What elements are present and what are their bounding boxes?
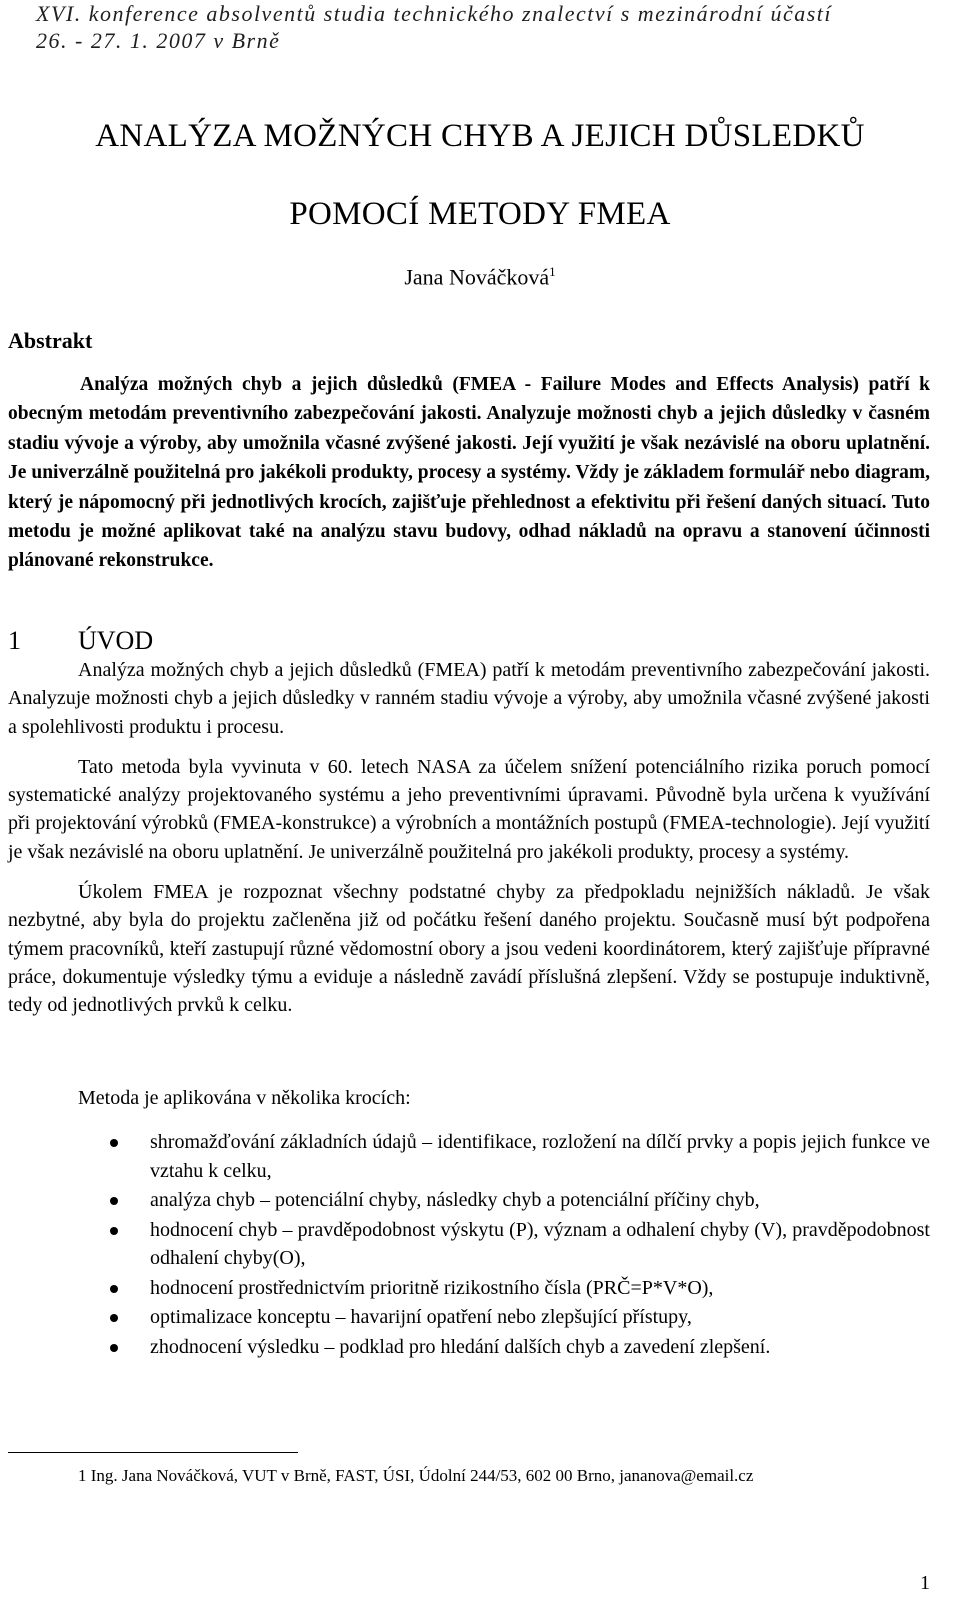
page-number: 1 xyxy=(920,1572,930,1594)
conference-header-line1: XVI. konference absolventů studia technického znalectví s mezinárodní účastí xyxy=(36,1,833,26)
bullet-icon xyxy=(110,1285,118,1293)
bullet-icon xyxy=(110,1139,118,1147)
steps-list xyxy=(110,1128,930,1362)
footnote: 1 Ing. Jana Nováčková, VUT v Brně, FAST, ÚSI, Údolní 244/53, 602 00 Brno, jananova@email.cz xyxy=(78,1466,754,1485)
section-title: ÚVOD xyxy=(78,626,154,655)
abstract-heading: Abstrakt xyxy=(8,328,93,353)
conference-header xyxy=(36,0,936,54)
abstract-text: Analýza možných chyb a jejich důsledků (FMEA - Failure Modes and Effects Analysis) patří k obecným metodám preventivního zabezpečování jakosti. Analyzuje možnosti chyb a jejich důsledky v časném stadiu vývoje a výroby, aby umožnila včasné zvýšené jakosti. Její využití je však nezávislé na oboru uplatnění. Je univerzálně použitelná pro jakékoli produkty, procesy a systémy. Vždy je základem formulář nebo diagram, který je nápomocný při jednotlivých krocích, zajišťuje přehlednost a efektivitu při řešení daných situací. Tuto metodu je možné aplikovat také na analýzu stavu budovy, odhad nákladů na opravu a stanovení účinnosti plánované rekonstrukce. xyxy=(8,374,930,572)
conference-header-line2: 26. - 27. 1. 2007 v Brně xyxy=(36,28,281,53)
list-item-text: zhodnocení výsledku – podklad pro hledání dalších chyb a zavedení zlepšení. xyxy=(150,1335,771,1358)
body-paragraph-1: Analýza možných chyb a jejich důsledků (FMEA) patří k metodám preventivního zabezpečování jakosti. Analyzuje možnosti chyb a jejich důsledky v ranném stadiu vývoje a výroby, aby umožnila včasné zvýšené jakosti a spolehlivosti produktu i procesu. xyxy=(8,659,930,738)
author-name: Jana Nováčková xyxy=(404,264,550,290)
bullet-icon xyxy=(110,1314,118,1322)
list-item xyxy=(110,1186,930,1215)
author-footnote-mark: 1 xyxy=(549,264,556,279)
list-item xyxy=(110,1274,930,1303)
list-item-text: hodnocení prostřednictvím prioritně rizikostního čísla (PRČ=P*V*O), xyxy=(150,1276,714,1299)
section-body xyxy=(8,656,930,1032)
list-item-text: analýza chyb – potenciální chyby, následky chyb a potenciální příčiny chyb, xyxy=(150,1189,760,1211)
author-line xyxy=(0,264,960,290)
list-item-text: shromažďování základních údajů – identifikace, rozložení na dílčí prvky a popis jejich funkce ve vztahu k celku, xyxy=(150,1131,930,1182)
bullet-icon xyxy=(110,1197,118,1205)
list-item xyxy=(110,1303,930,1332)
list-item-text: optimalizace konceptu – havarijní opatření nebo zlepšující přístupy, xyxy=(150,1306,692,1328)
section-heading xyxy=(8,626,153,656)
section-number: 1 xyxy=(8,626,21,655)
footnote-divider xyxy=(8,1452,298,1453)
bullet-icon xyxy=(110,1227,118,1235)
body-paragraph-3: Úkolem FMEA je rozpoznat všechny podstatné chyby za předpokladu nejnižších nákladů. Je však nezbytné, aby byla do projektu začleněna již od počátku řešení daného projektu. Současně musí být podpořena týmem pracovníků, kteří zastupují různé vědomostní obory a jsou vedeni koordinátorem, který zajišťuje přípravné práce, dokumentuje výsledky týmu a eviduje a následně zavádí příslušná zlepšení. Vždy se postupuje induktivně, tedy od jednotlivých prvků k celku. xyxy=(8,881,930,1017)
paper-title-line1: ANALÝZA MOŽNÝCH CHYB A JEJICH DŮSLEDKŮ xyxy=(95,118,865,154)
list-item xyxy=(110,1216,930,1273)
list-item-text: hodnocení chyb – pravděpodobnost výskytu (P), význam a odhalení chyby (V), pravděpodobnost odhalení chyby(O), xyxy=(150,1218,930,1269)
bullet-icon xyxy=(110,1344,118,1352)
paper-title-line2: POMOCÍ METODY FMEA xyxy=(289,196,671,232)
list-item xyxy=(110,1333,930,1362)
body-paragraph-2: Tato metoda byla vyvinuta v 60. letech NASA za účelem snížení potenciálního rizika poruch pomocí systematické analýzy projektovaného systému a jeho preventivními úpravami. Původně byla určena k využívání při projektování výrobků (FMEA-konstrukce) a výrobních a montážních postupů (FMEA-technologie). Její využití je však nezávislé na oboru uplatnění. Je univerzálně použitelná pro jakékoli produkty, procesy a systémy. xyxy=(8,755,930,863)
list-item xyxy=(110,1128,930,1185)
list-intro: Metoda je aplikována v několika krocích: xyxy=(78,1087,411,1109)
